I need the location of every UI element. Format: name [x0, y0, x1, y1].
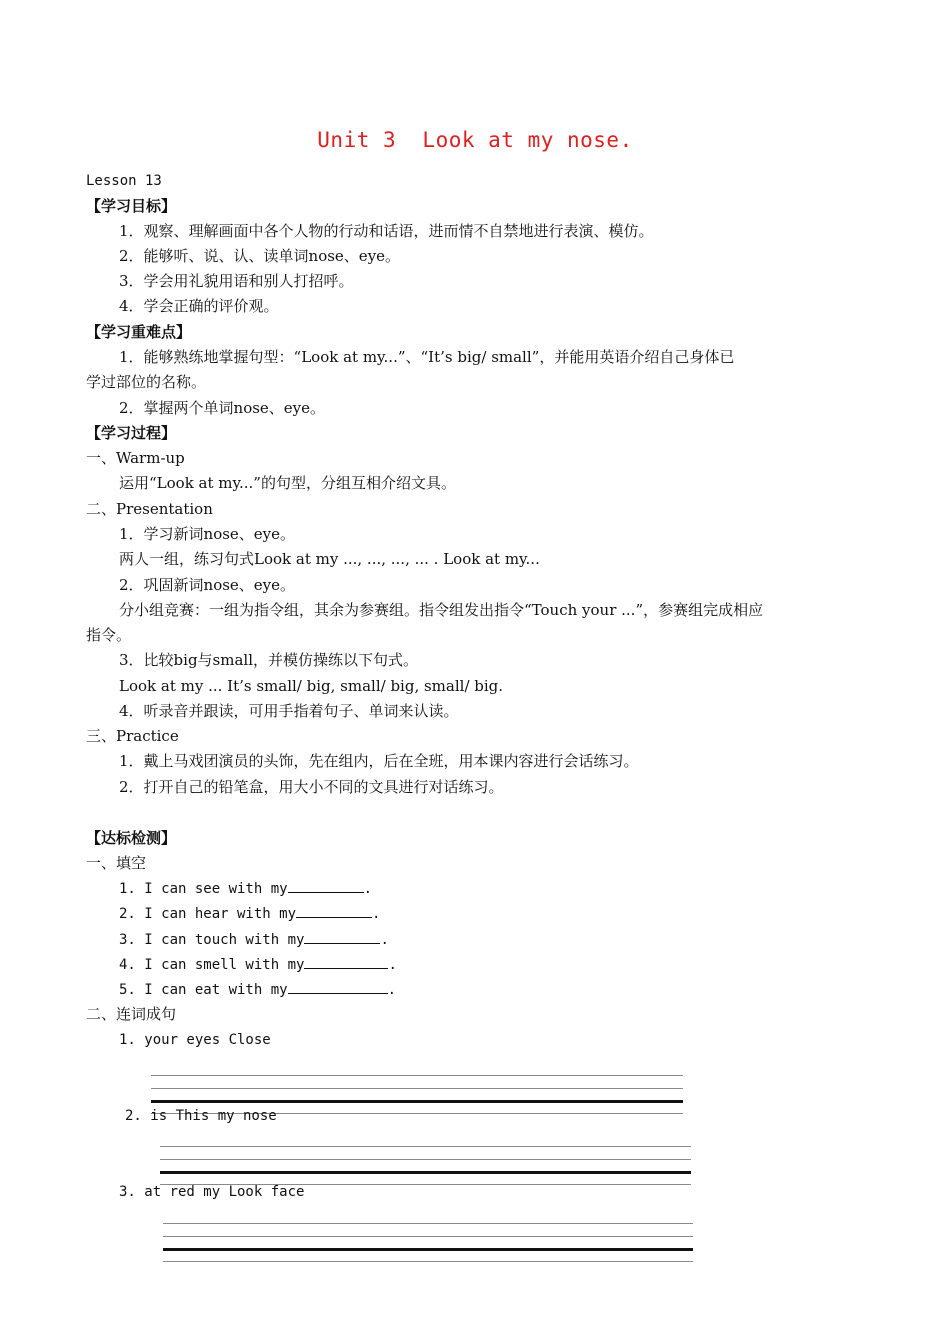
test-heading: 【达标检测】 — [86, 829, 177, 847]
writing-line[interactable] — [163, 1223, 693, 1224]
practice-step: 1．戴上马戏团演员的头饰，先在组内，后在全班，用本课内容进行会话练习。 — [119, 752, 639, 770]
fill-item — [119, 903, 380, 924]
fill-item-text: 1. I can see with my — [119, 881, 288, 897]
process-heading: 【学习过程】 — [86, 424, 177, 442]
objective-item: 4．学会正确的评价观。 — [119, 297, 279, 315]
answer-blank[interactable] — [304, 954, 388, 969]
presentation-step: 1．学习新词nose、eye。 — [119, 525, 296, 543]
answer-blank[interactable] — [288, 878, 364, 893]
presentation-step: 2．巩固新词nose、eye。 — [119, 576, 296, 594]
fill-item-text: 4. I can smell with my — [119, 957, 305, 973]
fill-heading: 一、填空 — [86, 854, 147, 872]
presentation-detail: 分小组竞赛：一组为指令组，其余为参赛组。指令组发出指令“Touch your ...”，参赛组完成相应 — [119, 601, 764, 619]
objective-item: 3．学会用礼貌用语和别人打招呼。 — [119, 272, 354, 290]
writing-line[interactable] — [160, 1146, 691, 1147]
lesson-label: Lesson 13 — [86, 173, 162, 189]
warmup-heading: 一、Warm-up — [86, 449, 185, 467]
key-point-item: 1．能够熟练地掌握句型：“Look at my...”、“It’s big/ small”，并能用英语介绍自己身体已 — [119, 348, 735, 366]
fill-item-text: 3. I can touch with my — [119, 932, 305, 948]
presentation-step: 4．听录音并跟读，可用手指着句子、单词来认读。 — [119, 702, 459, 720]
objective-item: 1．观察、理解画面中各个人物的行动和话语，进而情不自禁地进行表演、模仿。 — [119, 222, 654, 240]
writing-line[interactable] — [151, 1088, 683, 1089]
fill-item-text: 5. I can eat with my — [119, 982, 288, 998]
answer-blank[interactable] — [296, 903, 372, 918]
answer-blank[interactable] — [288, 979, 388, 994]
fill-item — [119, 979, 396, 1000]
fill-item-end: . — [388, 957, 397, 973]
fill-item-end: . — [372, 906, 381, 922]
presentation-detail: 两人一组，练习句式Look at my ..., ..., ..., ... . Look at my... — [119, 550, 540, 568]
writing-line[interactable] — [160, 1159, 691, 1160]
practice-step: 2．打开自己的铅笔盒，用大小不同的文具进行对话练习。 — [119, 778, 504, 796]
fill-item-end: . — [363, 881, 373, 897]
fill-item — [119, 878, 372, 899]
page-title: Unit 3 Look at my nose. — [317, 128, 633, 152]
writing-baseline[interactable] — [160, 1171, 691, 1174]
answer-blank[interactable] — [304, 929, 380, 944]
presentation-step: 3．比较big与small，并模仿操练以下句式。 — [119, 651, 419, 669]
presentation-detail-continued: 指令。 — [86, 626, 132, 644]
fill-item — [119, 929, 389, 950]
objectives-heading: 【学习目标】 — [86, 197, 177, 215]
writing-baseline[interactable] — [163, 1248, 693, 1251]
key-points-heading: 【学习重难点】 — [86, 323, 192, 341]
writing-line[interactable] — [163, 1261, 693, 1262]
order-item: 2. is This my nose — [125, 1108, 277, 1124]
fill-item-text: 2. I can hear with my — [119, 906, 297, 922]
presentation-heading: 二、Presentation — [86, 500, 213, 518]
fill-item-end: . — [380, 932, 389, 948]
order-heading: 二、连词成句 — [86, 1005, 177, 1023]
fill-item-end: . — [387, 982, 397, 998]
key-point-item-continued: 学过部位的名称。 — [86, 373, 207, 391]
key-point-item: 2．掌握两个单词nose、eye。 — [119, 399, 326, 417]
objective-item: 2．能够听、说、认、读单词nose、eye。 — [119, 247, 401, 265]
order-item: 3. at red my Look face — [119, 1184, 305, 1200]
presentation-detail: Look at my ... It’s small/ big, small/ big, small/ big. — [119, 677, 504, 695]
practice-heading: 三、Practice — [86, 727, 179, 745]
writing-baseline[interactable] — [151, 1100, 683, 1103]
writing-line[interactable] — [151, 1075, 683, 1076]
fill-item — [119, 954, 397, 975]
warmup-text: 运用“Look at my...”的句型，分组互相介绍文具。 — [119, 474, 456, 492]
writing-line[interactable] — [163, 1236, 693, 1237]
order-item: 1. your eyes Close — [119, 1032, 271, 1048]
